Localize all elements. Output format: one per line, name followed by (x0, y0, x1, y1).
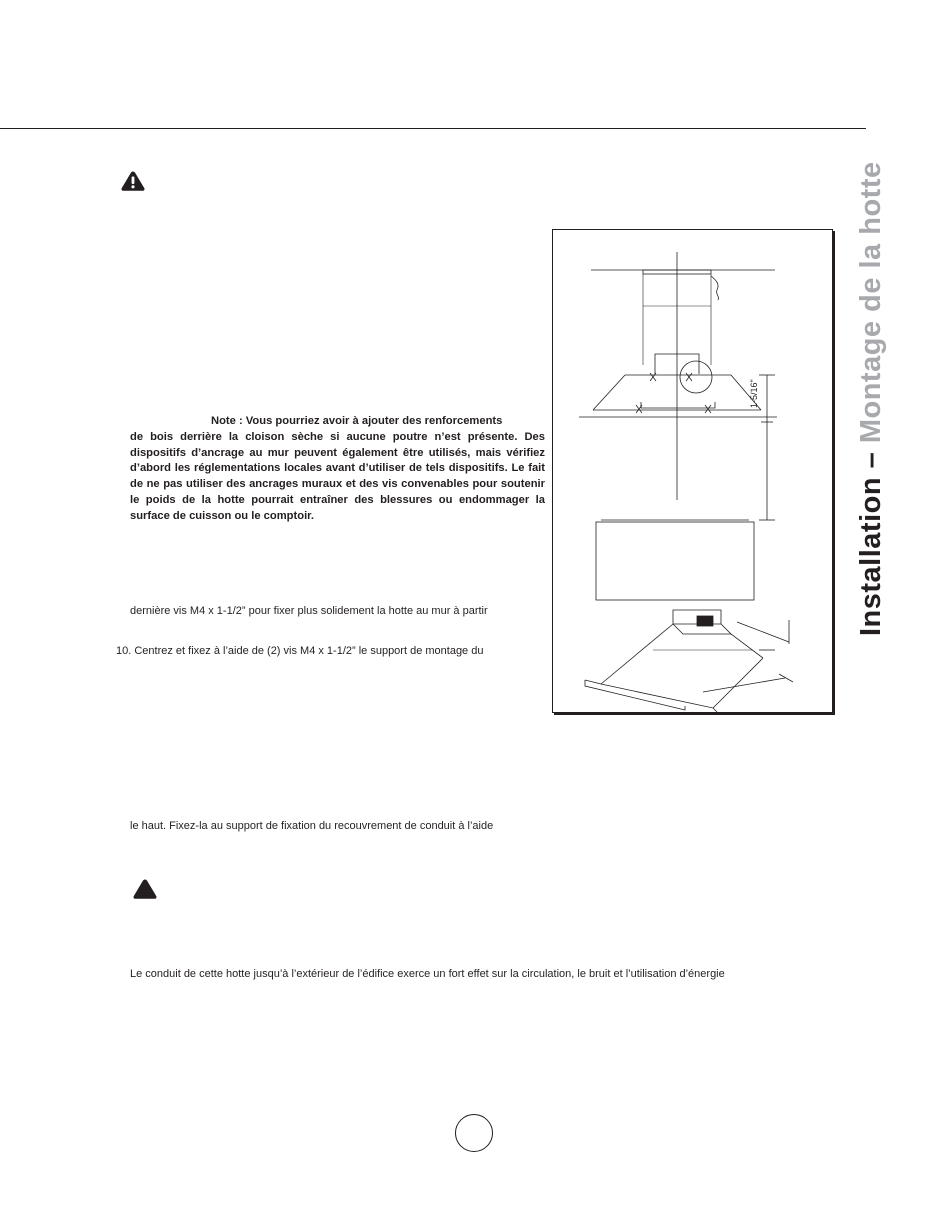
section-title-sub: Montage de la hotte (855, 161, 887, 444)
dimension-label: 1-5/16" (749, 379, 759, 408)
section-title (855, 161, 888, 636)
hood-mounting-drawing (553, 230, 834, 714)
note-body: de bois derrière la cloison sèche si aucune poutre n’est présente. Des dispositifs d’ancrage au mur peuvent également être utilisés, mais vérifiez d’abord les réglementations locales avant d’utiliser de tels dispositifs. Le fait de ne pas utiliser des ancrages muraux et des vis convenables pour soutenir le poids de la hotte pourrait entraîner des blessures ou endommager la surface de cuisson ou le comptoir. (130, 430, 545, 522)
caution-icon (132, 878, 158, 900)
page-number-badge (455, 1114, 493, 1152)
step-10-line: 10. Centrez et fixez à l’aide de (2) vis M4 x 1-1/2” le support de montage du (116, 645, 484, 657)
header-rule (0, 128, 866, 129)
duct-cover-line: le haut. Fixez-la au support de fixation du recouvrement de conduit à l’aide (130, 820, 494, 832)
installation-diagram (552, 229, 833, 713)
note-first-line: Note : Vous pourriez avoir à ajouter des renforcements (211, 415, 503, 427)
section-title-main: Installation – (855, 443, 887, 636)
warning-icon (120, 170, 146, 192)
screw-instruction-line: dernière vis M4 x 1-1/2” pour fixer plus solidement la hotte au mur à partir (130, 605, 488, 617)
note-paragraph (130, 414, 545, 525)
duct-description-line: Le conduit de cette hotte jusqu’à l’extérieur de l’édifice exerce un fort effet sur la circulation, le bruit et l’utilisation d’énergie (130, 968, 725, 980)
